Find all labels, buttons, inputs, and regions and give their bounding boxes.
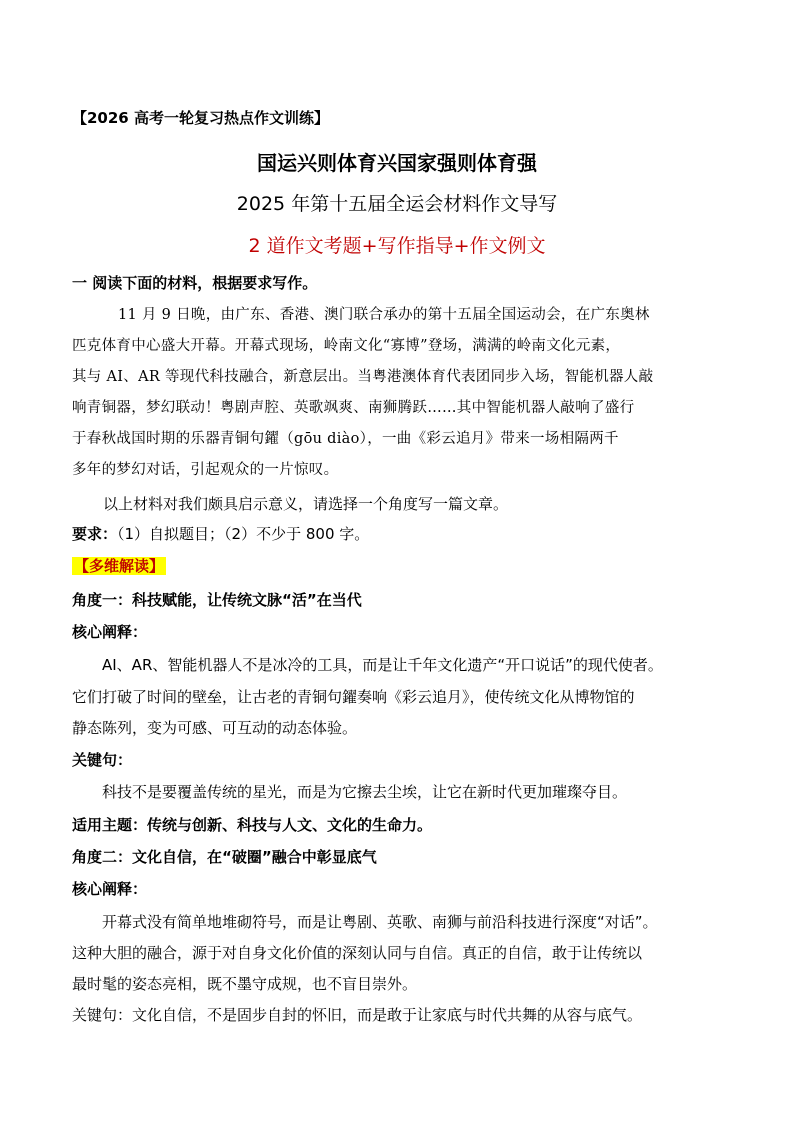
angle2-core-label: 核心阐释：: [72, 880, 148, 898]
angle1-core-line: 它们打破了时间的壁垒，让古老的青铜句鑃奏响《彩云追月》，使传统文化从博物馆的: [72, 688, 635, 706]
material-line: 多年的梦幻对话，引起观众的一片惊叹。: [72, 462, 339, 478]
angle2-key-line: 关键句：文化自信，不是固步自封的怀旧，而是敢于让家底与时代共舞的从容与底气。: [72, 1006, 643, 1024]
task-requirements: [72, 523, 369, 544]
material-line: 匹克体育中心盛大开幕。开幕式现场，岭南文化“寡博”登场，满满的岭南文化元素，: [72, 338, 621, 354]
analysis-label-wrap: [72, 555, 166, 576]
angle2-core-line: 最时髦的姿态亮相，既不墨守成规，也不盲目崇外。: [72, 975, 418, 993]
series-tag: 【2026 高考一轮复习热点作文训练】: [72, 109, 329, 127]
angle2-core-line: 这种大胆的融合，源于对自身文化价值的深刻认同与自信。真正的自信，敢于让传统以: [72, 944, 643, 962]
page-subtitle: 2025 年第十五届全运会材料作文导写: [236, 193, 558, 215]
material-line: 响青铜器，梦幻联动！粤剧声腔、英歌飒爽、南狮腾跃……其中智能机器人敲响了盛行: [72, 400, 635, 416]
material-line: 于春秋战国时期的乐器青铜句鑃（gōu diào），一曲《彩云追月》带来一场相隔两千: [72, 431, 619, 447]
red-subtitle: 2 道作文考题+写作指导+作文例文: [248, 235, 546, 257]
task-prompt: 以上材料对我们颇具启示意义，请选择一个角度写一篇文章。: [103, 495, 509, 513]
angle1-core-line: AI、AR、智能机器人不是冰冷的工具，而是让千年文化遗产“开口说话”的现代使者。: [102, 656, 663, 674]
task-heading: 一 阅读下面的材料，根据要求写作。: [72, 274, 318, 292]
requirements-label: 要求：: [72, 525, 118, 543]
material-line: 其与 AI、AR 等现代科技融合，新意层出。当粤港澳体育代表团同步入场，智能机器人敲: [72, 369, 654, 385]
angle1-core-line: 静态陈列，变为可感、可互动的动态体验。: [72, 719, 358, 737]
angle1-title: 角度一：科技赋能，让传统文脉“活”在当代: [72, 591, 362, 609]
angle1-key-label: 关键句：: [72, 751, 133, 769]
angle1-core-label: 核心阐释：: [72, 623, 148, 641]
angle2-title: 角度二：文化自信，在“破圈”融合中彰显底气: [72, 848, 377, 866]
analysis-label: 【多维解读】: [74, 557, 165, 575]
material-line: 11 月 9 日晚，由广东、香港、澳门联合承办的第十五届全国运动会，在广东奥林: [118, 307, 650, 323]
page-title: 国运兴则体育兴国家强则体育强: [257, 151, 537, 175]
angle1-key-line: 科技不是要覆盖传统的星光，而是为它擦去尘埃，让它在新时代更加璀璨夺目。: [102, 783, 628, 801]
angle1-theme: 适用主题：传统与创新、科技与人文、文化的生命力。: [72, 816, 433, 834]
angle2-core-line: 开幕式没有简单地堆砌符号，而是让粤剧、英歌、南狮与前沿科技进行深度“对话”。: [102, 913, 658, 931]
requirements-text: （1）自拟题目；（2）不少于 800 字。: [117, 525, 370, 543]
